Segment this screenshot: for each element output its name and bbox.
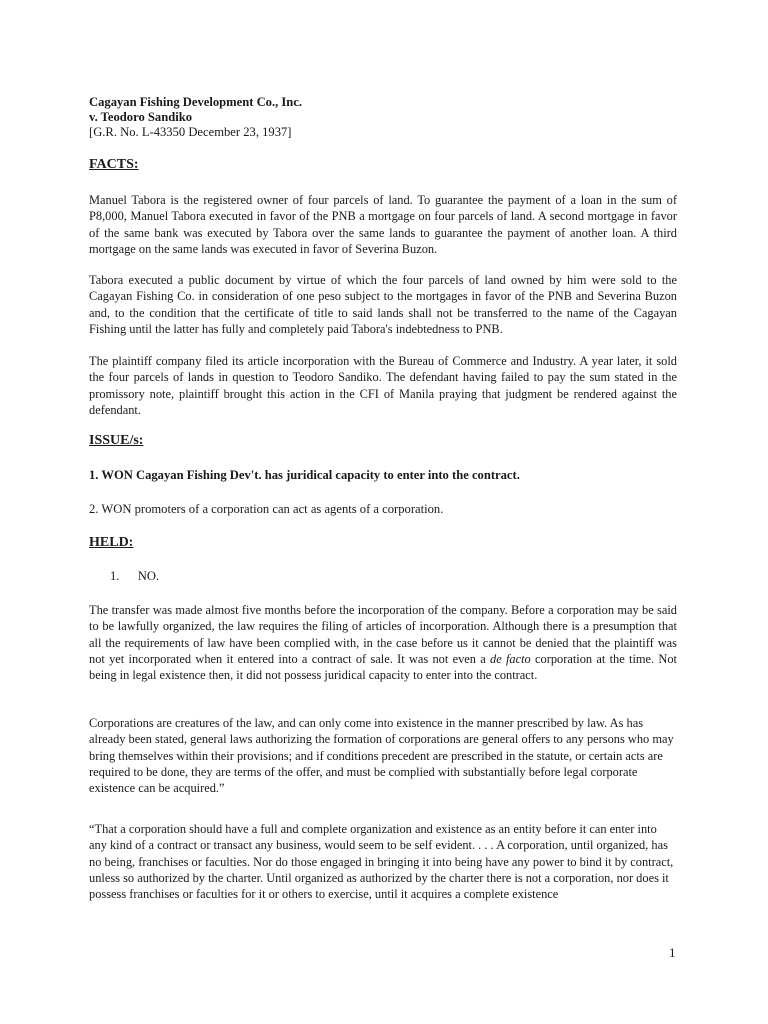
case-citation: [G.R. No. L-43350 December 23, 1937] xyxy=(89,125,292,139)
held-paragraph-2: Corporations are creatures of the law, and can only come into existence in the manner prescribed by law. As has already been stated, general laws authorizing the formation of corporations are general offers to any persons who may bring themselves within their provisions; and if conditions precedent are prescribed in the statute, or certain acts are required to be done, they are terms of the offer, and must be complied with substantially before legal corporate existence can be acquired.” xyxy=(89,716,674,796)
issue-2: 2. WON promoters of a corporation can act as agents of a corporation. xyxy=(89,502,444,516)
case-parties: v. Teodoro Sandiko xyxy=(89,110,193,124)
held-item-text: NO. xyxy=(137,569,160,583)
case-title: Cagayan Fishing Development Co., Inc. xyxy=(89,95,303,109)
issues-heading: ISSUE/s: xyxy=(89,433,144,448)
held-paragraph-3: “That a corporation should have a full and complete organization and existence as an entity before it can enter into any kind of a contract or transact any business, would seem to be self evident. . . . A corporation, until organized, has no being, franchises or faculties. Nor do those engaged in bringing it into being have any power to bind it by contract, unless so authorized by the charter. Until organized as authorized by the charter there is not a corporation, nor does it possess franchises or faculties for it or others to exercise, until it acquires a complete existence xyxy=(89,822,674,902)
facts-paragraph-1: Manuel Tabora is the registered owner of four parcels of land. To guarantee the payment of a loan in the sum of P8,000, Manuel Tabora executed in favor of the PNB a mortgage on four parcels of land. A second mortgage in favor of the same bank was executed by Tabora over the same lands to guarantee the payment of another loan. A third mortgage on the same lands was executed in favor of Severina Buzon. xyxy=(89,193,677,256)
facts-heading: FACTS: xyxy=(89,157,139,172)
held-heading: HELD: xyxy=(89,535,134,550)
facts-paragraph-2: Tabora executed a public document by virtue of which the four parcels of land owned by him were sold to the Cagayan Fishing Co. in consideration of one peso subject to the mortgages in favor of the PNB and Severina Buzon and, to the condition that the certificate of title to said lands shall not be transferred to the name of the Cagayan Fishing until the latter has fully and completely paid Tabora's indebtedness to PNB. xyxy=(89,273,677,336)
de-facto-emphasis: de facto xyxy=(490,651,531,666)
facts-paragraph-3: The plaintiff company filed its article incorporation with the Bureau of Commerce and Industry. A year later, it sold the four parcels of lands in question to Teodoro Sandiko. The defendant having failed to pay the sum stated in the promissory note, plaintiff brought this action in the CFI of Manila praying that judgment be rendered against the defendant. xyxy=(89,354,677,417)
held-list-item xyxy=(110,569,159,584)
held-paragraph-1: The transfer was made almost five months before the incorporation of the company. Before a corporation may be said to be lawfully organized, the law requires the filing of articles of incorporation. Although there is a presumption that all the requirements of law have been complied with, in the case before us it cannot be denied that the plaintiff was not yet incorporated when it entered into a contract of sale. It was not even a de facto corporation at the time. Not being in legal existence then, it did not possess juridical capacity to enter into the contract. xyxy=(89,603,677,683)
held-item-number: 1. xyxy=(110,569,120,583)
issue-1: 1. WON Cagayan Fishing Dev't. has juridical capacity to enter into the contract. xyxy=(89,468,520,482)
case-caption xyxy=(89,95,677,140)
page-number: 1 xyxy=(669,945,676,960)
